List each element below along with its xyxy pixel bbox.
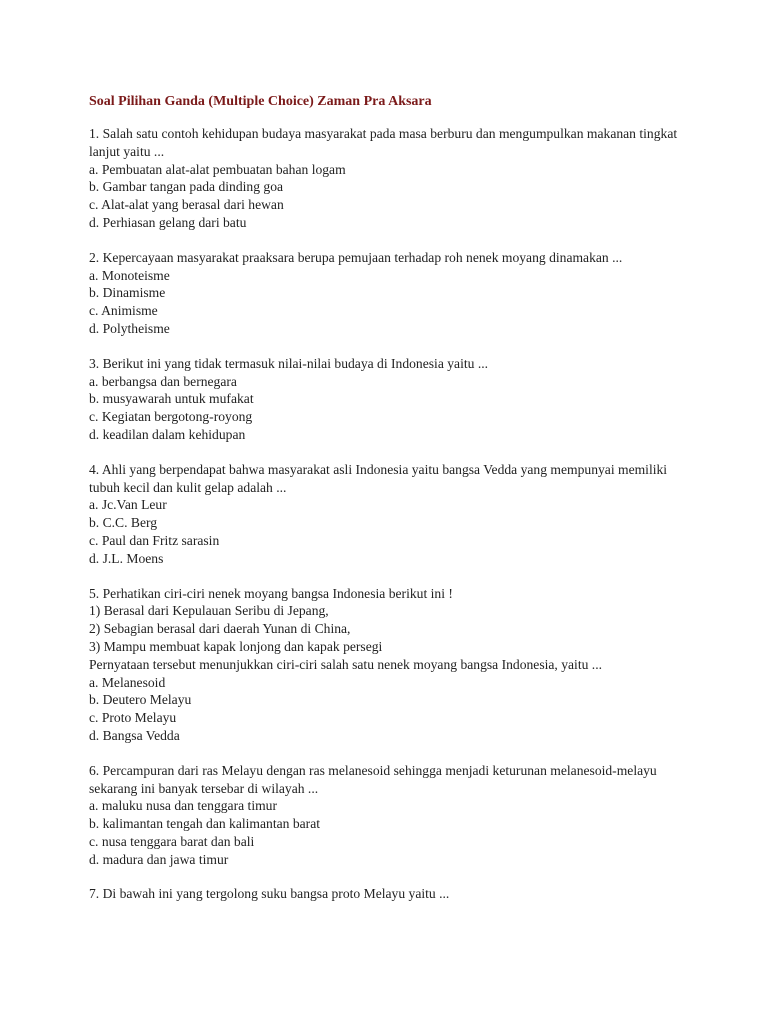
statement-2: 2) Sebagian berasal dari daerah Yunan di China, <box>89 621 351 637</box>
question-6 <box>89 762 689 869</box>
option-c: c. Kegiatan bergotong-royong <box>89 409 253 425</box>
option-b: b. Dinamisme <box>89 285 166 301</box>
option-d: d. keadilan dalam kehidupan <box>89 426 246 442</box>
question-text: 4. Ahli yang berpendapat bahwa masyarakat asli Indonesia yaitu bangsa Vedda yang mempunyai memiliki tubuh kecil dan kulit gelap adalah ... <box>89 461 668 495</box>
option-c: c. Alat-alat yang berasal dari hewan <box>89 197 284 213</box>
option-d: d. J.L. Moens <box>89 550 164 566</box>
question-prompt: Pernyataan tersebut menunjukkan ciri-ciri salah satu nenek moyang bangsa Indonesia, yaitu ... <box>89 656 603 672</box>
document-title: Soal Pilihan Ganda (Multiple Choice) Zaman Pra Aksara <box>89 94 432 109</box>
option-c: c. Paul dan Fritz sarasin <box>89 532 220 548</box>
option-b: b. kalimantan tengah dan kalimantan barat <box>89 816 321 832</box>
question-text: 1. Salah satu contoh kehidupan budaya masyarakat pada masa berburu dan mengumpulkan makanan tingkat lanjut yaitu ... <box>89 126 678 159</box>
question-text: 3. Berikut ini yang tidak termasuk nilai-nilai budaya di Indonesia yaitu ... <box>89 355 489 371</box>
statement-3: 3) Mampu membuat kapak lonjong dan kapak persegi <box>89 638 383 654</box>
question-5 <box>89 585 689 745</box>
option-b: b. Gambar tangan pada dinding goa <box>89 179 284 195</box>
question-text: 5. Perhatikan ciri-ciri nenek moyang bangsa Indonesia berikut ini ! <box>89 585 453 601</box>
option-d: d. Bangsa Vedda <box>89 727 180 743</box>
option-a: a. Melanesoid <box>89 674 166 690</box>
option-d: d. Polytheisme <box>89 320 170 336</box>
document-page <box>89 93 689 920</box>
question-1 <box>89 125 689 232</box>
question-3 <box>89 355 689 444</box>
option-a: a. maluku nusa dan tenggara timur <box>89 798 277 814</box>
option-b: b. musyawarah untuk mufakat <box>89 391 254 407</box>
question-4 <box>89 461 689 568</box>
option-d: d. madura dan jawa timur <box>89 851 229 867</box>
question-text: 6. Percampuran dari ras Melayu dengan ras melanesoid sehingga menjadi keturunan melanesoid-melayu sekarang ini banyak tersebar di wilayah ... <box>89 762 657 796</box>
option-a: a. Monoteisme <box>89 267 170 283</box>
question-7 <box>89 885 689 903</box>
option-c: c. nusa tenggara barat dan bali <box>89 833 255 849</box>
option-a: a. berbangsa dan bernegara <box>89 373 237 389</box>
question-text: 2. Kepercayaan masyarakat praaksara berupa pemujaan terhadap roh nenek moyang dinamakan ... <box>89 249 623 265</box>
option-a: a. Pembuatan alat-alat pembuatan bahan logam <box>89 161 346 177</box>
question-text: 7. Di bawah ini yang tergolong suku bangsa proto Melayu yaitu ... <box>89 886 450 902</box>
option-d: d. Perhiasan gelang dari batu <box>89 214 247 230</box>
option-c: c. Animisme <box>89 303 158 319</box>
option-c: c. Proto Melayu <box>89 710 177 726</box>
statement-1: 1) Berasal dari Kepulauan Seribu di Jepang, <box>89 603 329 619</box>
option-b: b. Deutero Melayu <box>89 692 192 708</box>
question-2 <box>89 249 689 338</box>
option-a: a. Jc.Van Leur <box>89 497 167 513</box>
option-b: b. C.C. Berg <box>89 515 158 531</box>
